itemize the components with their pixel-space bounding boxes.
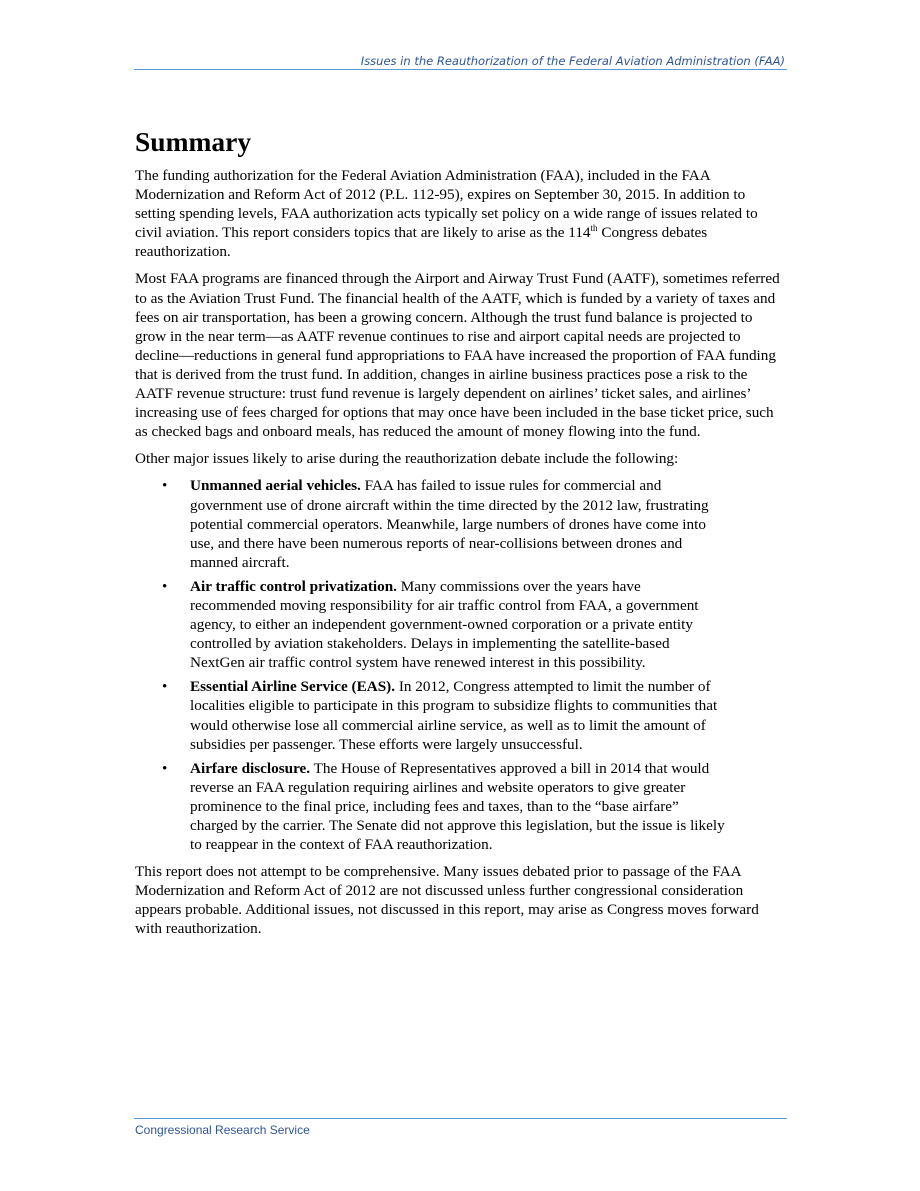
issue-text: In 2012, Congress attempted to limit the number of localities eligible to participate in this program to subsidize flights to communities that would otherwise lose all commercial airline service, as well as to limit the amount of subsidies per passenger. These efforts were largely unsuccessful. xyxy=(190,678,718,753)
footer-divider xyxy=(134,1118,787,1119)
list-item xyxy=(135,476,787,571)
bullet-icon: • xyxy=(162,577,168,595)
issues-list xyxy=(135,476,787,854)
issue-title: Essential Airline Service (EAS). xyxy=(190,678,396,696)
bullet-icon: • xyxy=(162,678,168,696)
paragraph-intro xyxy=(135,166,787,261)
paragraph-scope: This report does not attempt to be comprehensive. Many issues debated prior to passage of the FAA Modernization and Reform Act of 2012 are not discussed unless further congressional consideration appears probable. Additional issues, not discussed in this report, may arise as Congress moves forward with reauthorization. xyxy=(135,863,759,938)
issue-title: Unmanned aerial vehicles. xyxy=(190,477,361,495)
footer-label: Congressional Research Service xyxy=(135,1123,310,1137)
running-header: Issues in the Reauthorization of the Federal Aviation Administration (FAA) xyxy=(360,54,785,68)
issue-title: Air traffic control privatization. xyxy=(190,577,397,595)
header-divider xyxy=(134,69,787,70)
ordinal-suffix: th xyxy=(590,223,598,234)
paragraph-intro-end: Congress debates reauthorization. xyxy=(135,224,708,261)
summary-section xyxy=(135,124,787,947)
paragraph-issues-intro: Other major issues likely to arise during the reauthorization debate include the following: xyxy=(135,450,679,468)
paragraph-trust-fund: Most FAA programs are financed through the Airport and Airway Trust Fund (AATF), sometimes referred to as the Aviation Trust Fund. The financial health of the AATF, which is funded by a variety of taxes and fees on air transportation, has been a growing concern. Although the trust fund balance is projected to grow in the near term—as AATF revenue continues to rise and airport capital needs are projected to decline—reductions in general fund appropriations to FAA have increased the proportion of FAA funding that is derived from the trust fund. In addition, changes in airline business practices pose a risk to the AATF revenue structure: trust fund revenue is largely dependent on airlines’ ticket sales, and airlines’ increasing use of fees charged for options that may once have been included in the base ticket price, such as checked bags and onboard meals, has reduced the amount of money flowing into the fund. xyxy=(135,270,780,441)
page-title: Summary xyxy=(135,126,252,157)
issue-text: The House of Representatives approved a bill in 2014 that would reverse an FAA regulation requiring airlines and website operators to give greater prominence to the final price, including fees and taxes, than to the “base airfare” charged by the carrier. The Senate did not approve this legislation, but the issue is likely to reappear in the context of FAA reauthorization. xyxy=(190,759,725,854)
list-item xyxy=(135,577,787,672)
issue-text: Many commissions over the years have recommended moving responsibility for air traffic control from FAA, a government agency, to either an independent government-owned corporation or a private entity controlled by aviation stakeholders. Delays in implementing the satellite-based NextGen air traffic control system have renewed interest in this possibility. xyxy=(190,577,699,672)
paragraph-intro-text: The funding authorization for the Federal Aviation Administration (FAA), included in the FAA Modernization and Reform Act of 2012 (P.L. 112-95), expires on September 30, 2015. In addition to setting spending levels, FAA authorization acts typically set policy on a wide range of issues related to civil aviation. This report considers topics that are likely to arise as the 114 xyxy=(135,167,758,242)
issue-text: FAA has failed to issue rules for commercial and government use of drone aircraft within the time directed by the 2012 law, frustrating potential commercial operators. Meanwhile, large numbers of drones have come into use, and there have been numerous reports of near-collisions between drones and manned aircraft. xyxy=(190,477,709,571)
list-item xyxy=(135,677,787,753)
issue-title: Airfare disclosure. xyxy=(190,759,311,777)
bullet-icon: • xyxy=(162,759,168,777)
list-item xyxy=(135,759,787,854)
bullet-icon: • xyxy=(162,477,168,495)
